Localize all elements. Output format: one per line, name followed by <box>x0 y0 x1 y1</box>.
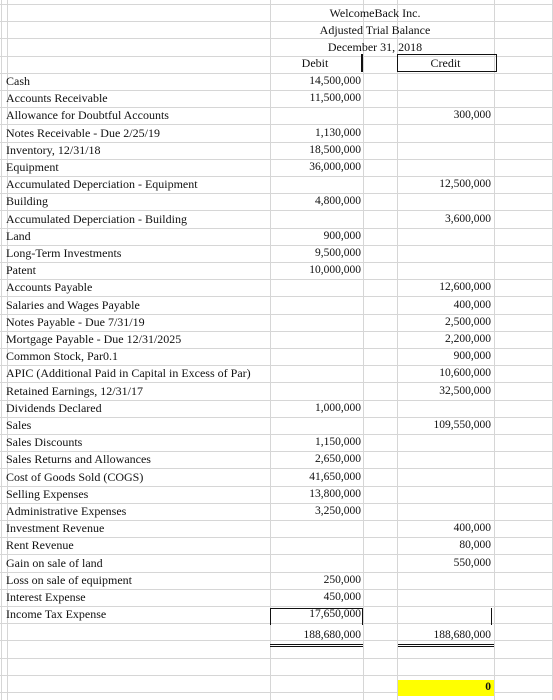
debit-double-underline <box>270 644 363 647</box>
credit-amount[interactable]: 10,600,000 <box>439 367 491 379</box>
credit-header: Credit <box>430 56 461 70</box>
debit-header: Debit <box>301 56 329 70</box>
debit-amount[interactable]: 1,000,000 <box>315 402 361 414</box>
credit-amount[interactable]: 900,000 <box>453 350 491 362</box>
debit-amount[interactable]: 11,500,000 <box>309 92 361 104</box>
grid-column-line <box>1 0 2 700</box>
credit-amount[interactable]: 12,500,000 <box>439 178 491 190</box>
debit-amount[interactable]: 9,500,000 <box>315 247 361 259</box>
account-name[interactable]: Cost of Goods Sold (COGS) <box>6 470 144 484</box>
account-name[interactable]: Gain on sale of land <box>6 556 103 570</box>
account-name[interactable]: Notes Payable - Due 7/31/19 <box>6 315 145 329</box>
account-name[interactable]: Investment Revenue <box>6 521 105 535</box>
account-name[interactable]: Dividends Declared <box>6 401 102 415</box>
grid-row-line <box>0 4 553 5</box>
account-name[interactable]: Notes Receivable - Due 2/25/19 <box>6 126 160 140</box>
account-name[interactable]: Accumulated Deperciation - Equipment <box>6 177 198 191</box>
account-name[interactable]: Sales <box>6 418 32 432</box>
account-name[interactable]: Cash <box>6 74 30 88</box>
company-name: WelcomeBack Inc. <box>329 6 421 20</box>
account-name[interactable]: Income Tax Expense <box>6 607 107 621</box>
grid-row-line <box>0 38 553 39</box>
account-name[interactable]: Patent <box>6 263 36 277</box>
account-name[interactable]: Salaries and Wages Payable <box>6 298 140 312</box>
debit-amount[interactable]: 450,000 <box>323 591 361 603</box>
debit-subtotal-box <box>270 608 363 625</box>
account-name[interactable]: Administrative Expenses <box>6 504 127 518</box>
grid-column-line <box>494 0 495 700</box>
credit-header-box <box>397 54 497 72</box>
debit-amount[interactable]: 2,650,000 <box>315 453 361 465</box>
account-name[interactable]: Interest Expense <box>6 590 86 604</box>
debit-amount[interactable]: 10,000,000 <box>309 264 361 276</box>
account-name[interactable]: Sales Returns and Allowances <box>6 452 151 466</box>
credit-amount[interactable]: 32,500,000 <box>439 385 491 397</box>
grid-row-line <box>0 658 553 659</box>
account-name[interactable]: Allowance for Doubtful Accounts <box>6 108 169 122</box>
account-name[interactable]: Inventory, 12/31/18 <box>6 143 101 157</box>
account-name[interactable]: Sales Discounts <box>6 435 83 449</box>
debit-amount[interactable]: 3,250,000 <box>315 505 361 517</box>
debit-amount[interactable]: 13,800,000 <box>309 488 361 500</box>
credit-amount[interactable]: 300,000 <box>453 109 491 121</box>
account-name[interactable]: Common Stock, Par0.1 <box>6 349 119 363</box>
account-name[interactable]: Mortgage Payable - Due 12/31/2025 <box>6 332 182 346</box>
grid-row-line <box>0 675 553 676</box>
account-name[interactable]: Rent Revenue <box>6 538 74 552</box>
account-name[interactable]: Accounts Receivable <box>6 91 108 105</box>
credit-amount[interactable]: 550,000 <box>453 557 491 569</box>
debit-amount[interactable]: 41,650,000 <box>309 471 361 483</box>
account-name[interactable]: Land <box>6 229 31 243</box>
account-name[interactable]: Long-Term Investments <box>6 246 122 260</box>
account-name[interactable]: Equipment <box>6 160 59 174</box>
debit-amount[interactable]: 250,000 <box>323 574 361 586</box>
credit-amount[interactable]: 400,000 <box>453 522 491 534</box>
account-name[interactable]: Retained Earnings, 12/31/17 <box>6 384 143 398</box>
credit-subtotal-edge <box>491 608 494 625</box>
credit-amount[interactable]: 109,550,000 <box>433 419 491 431</box>
account-name[interactable]: Building <box>6 194 49 208</box>
account-name[interactable]: Accounts Payable <box>6 280 93 294</box>
account-name[interactable]: APIC (Additional Paid in Capital in Excess of Par) <box>6 366 251 380</box>
debit-amount[interactable]: 14,500,000 <box>309 75 361 87</box>
credit-amount[interactable]: 2,200,000 <box>445 333 491 345</box>
debit-amount[interactable]: 36,000,000 <box>309 161 361 173</box>
credit-amount[interactable]: 3,600,000 <box>445 213 491 225</box>
debit-amount[interactable]: 1,150,000 <box>315 436 361 448</box>
total-debit[interactable]: 188,680,000 <box>303 629 361 641</box>
credit-amount[interactable]: 2,500,000 <box>445 316 491 328</box>
difference-value[interactable]: 0 <box>485 681 491 693</box>
grid-row-line <box>0 21 553 22</box>
debit-header-border <box>361 54 364 72</box>
grid-column-line <box>363 0 364 700</box>
debit-amount[interactable]: 900,000 <box>323 230 361 242</box>
account-name[interactable]: Loss on sale of equipment <box>6 573 132 587</box>
report-date: December 31, 2018 <box>327 40 423 54</box>
debit-amount[interactable]: 1,130,000 <box>315 127 361 139</box>
account-name[interactable]: Accumulated Deperciation - Building <box>6 212 187 226</box>
credit-double-underline <box>398 644 494 647</box>
account-name[interactable]: Selling Expenses <box>6 487 89 501</box>
debit-amount[interactable]: 17,650,000 <box>309 608 361 620</box>
credit-amount[interactable]: 400,000 <box>453 299 491 311</box>
debit-amount[interactable]: 18,500,000 <box>309 144 361 156</box>
credit-amount[interactable]: 80,000 <box>459 539 491 551</box>
total-credit[interactable]: 188,680,000 <box>433 629 491 641</box>
debit-amount[interactable]: 4,800,000 <box>315 195 361 207</box>
report-title: Adjusted Trial Balance <box>319 23 431 37</box>
credit-amount[interactable]: 12,600,000 <box>439 281 491 293</box>
